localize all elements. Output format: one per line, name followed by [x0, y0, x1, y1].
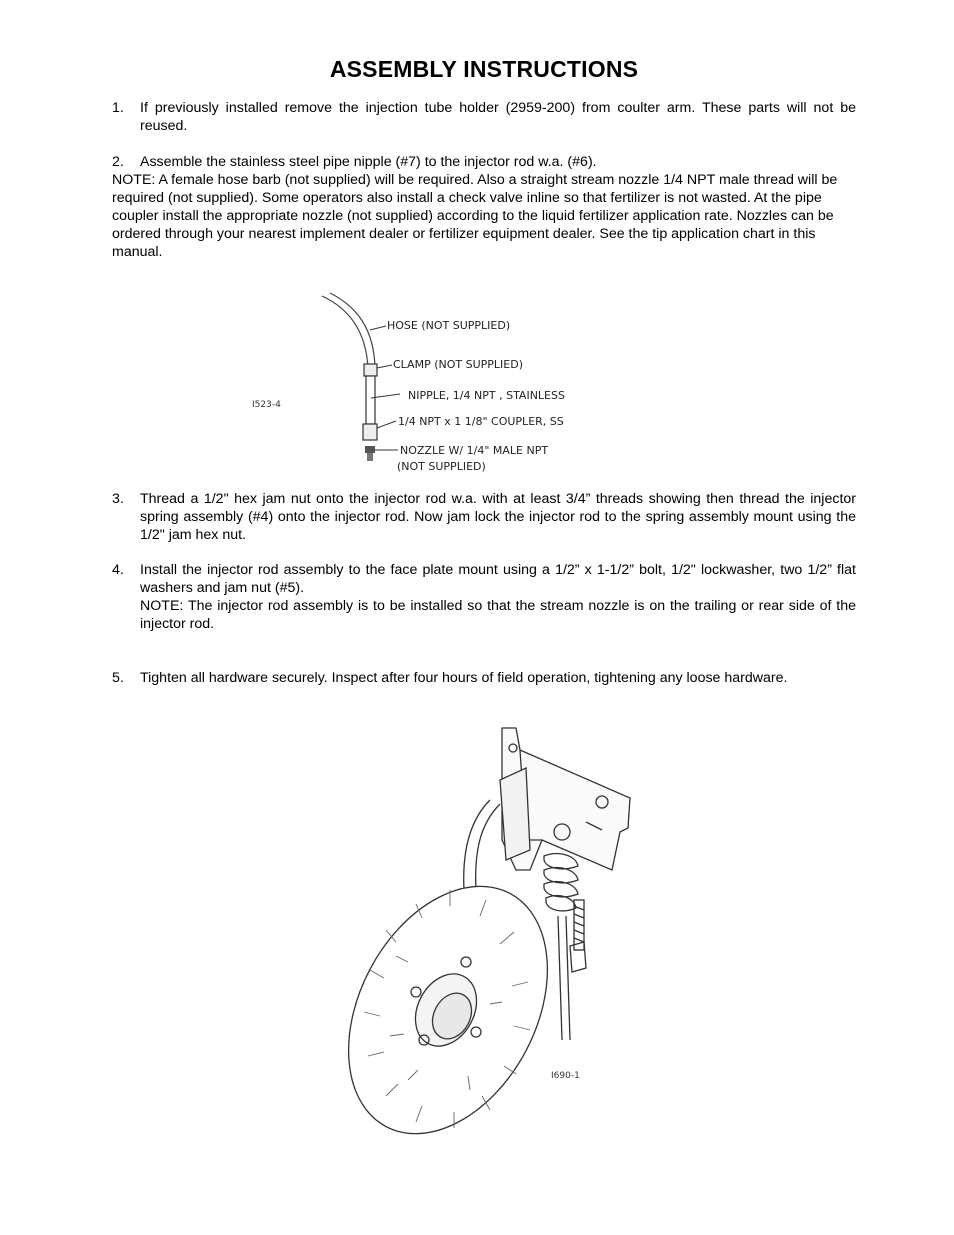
step-text: Assemble the stainless steel pipe nipple (#7) to the injector rod w.a. (#6).	[140, 154, 597, 170]
step-number: 1.	[112, 100, 124, 116]
step-number: 3.	[112, 491, 124, 507]
label-hose: HOSE (NOT SUPPLIED)	[387, 319, 511, 332]
step-2	[112, 153, 856, 261]
step-5	[112, 669, 856, 687]
step-number: 4.	[112, 562, 124, 578]
step-number: 2.	[112, 154, 124, 170]
step-text: Install the injector rod assembly to the face plate mount using a 1/2” x 1-1/2” bolt, 1/2" lockwasher, two 1/2” flat washers and jam nut (#5).	[140, 562, 856, 596]
step-3	[112, 490, 856, 544]
label-clamp: CLAMP (NOT SUPPLIED)	[393, 358, 523, 371]
coulter-assembly-illustration	[330, 720, 650, 1140]
step-number: 5.	[112, 670, 124, 686]
diagram-id: I523-4	[252, 400, 281, 410]
step-note: NOTE: A female hose barb (not supplied) will be required. Also a straight stream nozzle 1/4 NPT male thread will be required (not supplied). Some operators also install a check valve inline so that fertilizer is not wasted. At the pipe coupler install the appropriate nozzle (not supplied) according to the liquid fertilizer application rate. Nozzles can be ordered through your nearest implement dealer or fertilizer equipment dealer. See the tip application chart in this manual.	[112, 172, 838, 260]
step-1	[112, 99, 856, 135]
nozzle-assembly-diagram	[240, 290, 620, 480]
label-coupler: 1/4 NPT x 1 1/8" COUPLER, SS	[398, 415, 564, 428]
step-4	[112, 561, 856, 633]
label-nozzle: NOZZLE W/ 1/4" MALE NPT	[400, 444, 549, 457]
label-nipple: NIPPLE, 1/4 NPT , STAINLESS	[408, 389, 565, 402]
step-note: NOTE: The injector rod assembly is to be installed so that the stream nozzle is on the trailing or rear side of the injector rod.	[140, 598, 856, 632]
step-text: Thread a 1/2" hex jam nut onto the injector rod w.a. with at least 3/4” threads showing then thread the injector spring assembly (#4) onto the injector rod. Now jam lock the injector rod to the spring assembly mount using the 1/2" jam hex nut.	[140, 491, 856, 543]
page-title: ASSEMBLY INSTRUCTIONS	[329, 56, 639, 82]
step-text: If previously installed remove the injection tube holder (2959-200) from coulter arm. These parts will not be reused.	[140, 100, 856, 134]
diagram-id: I690-1	[551, 1071, 580, 1081]
label-nozzle-note: (NOT SUPPLIED)	[397, 460, 486, 473]
step-text: Tighten all hardware securely. Inspect after four hours of field operation, tightening any loose hardware.	[140, 670, 788, 686]
